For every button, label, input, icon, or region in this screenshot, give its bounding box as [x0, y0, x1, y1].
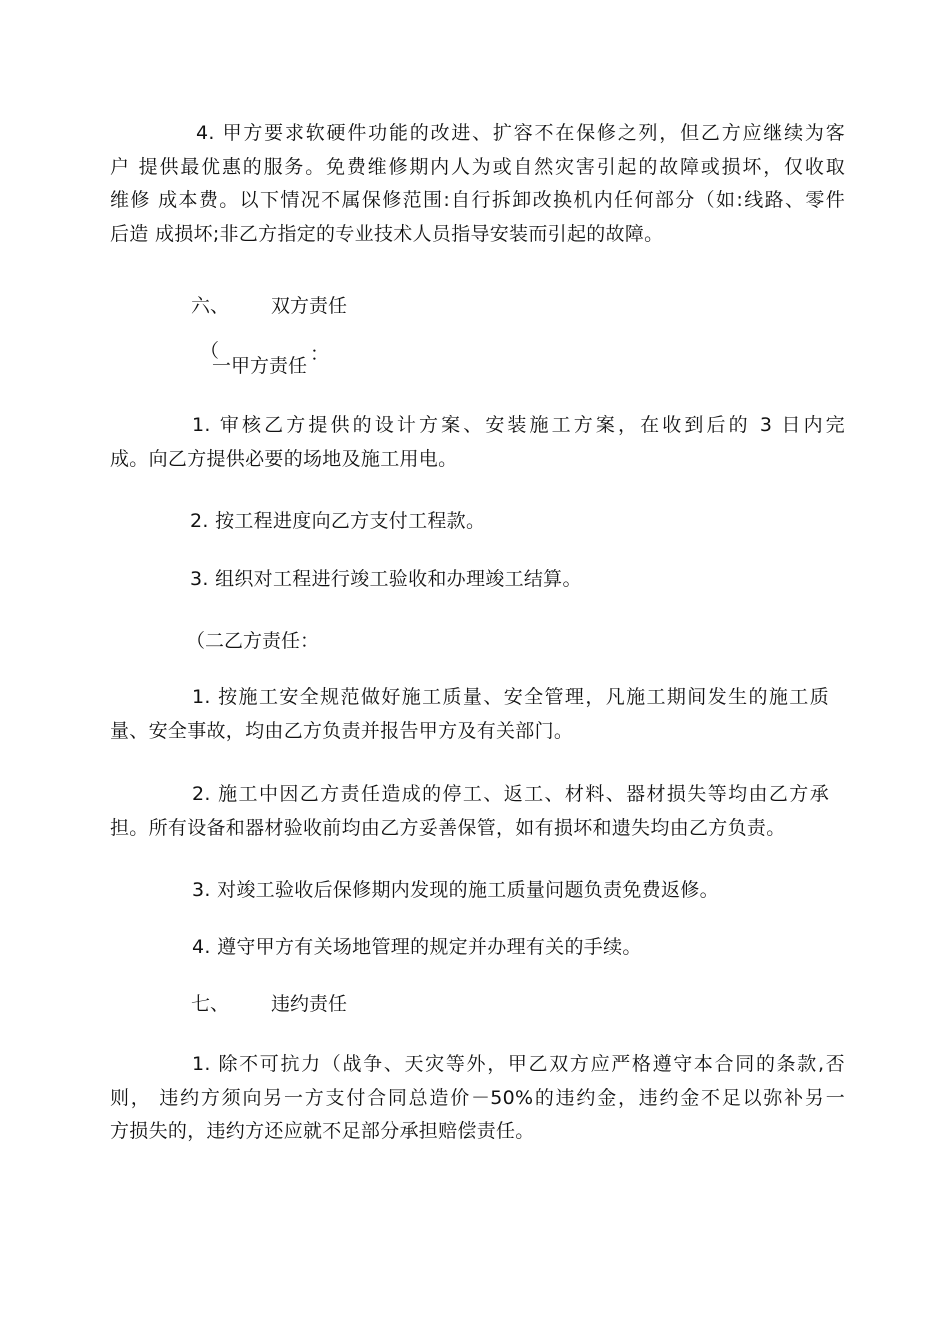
party-a-colon: ：: [310, 343, 330, 365]
party-b-title: （二乙方责任：: [186, 630, 320, 652]
party-a-item-2: [110, 505, 845, 539]
text-line: 1. 除不可抗力（战争、天灾等外，甲乙双方应严格遵守本合同的条款,否: [192, 1053, 845, 1075]
text-line: 1. 按施工安全规范做好施工质量、安全管理，凡施工期间发生的施工质: [192, 686, 829, 708]
party-a-open-paren: （: [200, 340, 220, 362]
text-line: 担。所有设备和器材验收前均由乙方妥善保管，如有损坏和遗失均由乙方负责。: [110, 816, 786, 839]
party-a-item-3: [110, 563, 845, 597]
text-line: 2. 按工程进度向乙方支付工程款。: [190, 510, 486, 532]
text-line: 量、安全事故，均由乙方负责并报告甲方及有关部门。: [110, 719, 574, 742]
text-line: 成。向乙方提供必要的场地及施工用电。: [110, 447, 458, 470]
party-a-item-1: [110, 409, 845, 476]
section-title: 违约责任: [271, 993, 348, 1015]
text-line: 2. 施工中因乙方责任造成的停工、返工、材料、器材损失等均由乙方承: [192, 783, 829, 805]
section-number: 六、: [191, 295, 230, 317]
section-title: 双方责任: [271, 295, 348, 317]
party-b-item-1: [110, 681, 845, 748]
text-line: 3. 组织对工程进行竣工验收和办理竣工结算。: [190, 568, 582, 590]
text-line: 则， 违约方须向另一方支付合同总造价－50%的违约金，违约金不足以弥补另一: [110, 1086, 845, 1109]
text-line: 4. 遵守甲方有关场地管理的规定并办理有关的手续。: [192, 936, 642, 958]
text-line: 1. 审核乙方提供的设计方案、安装施工方案，在收到后的 3 日内完: [192, 414, 845, 436]
section-heading-breach-liability: [191, 989, 347, 1019]
text-line: 3. 对竣工验收后保修期内发现的施工质量问题负责免费返修。: [192, 879, 719, 901]
party-b-item-2: [110, 778, 845, 845]
text-line: 后造 成损坏;非乙方指定的专业技术人员指导安装而引起的故障。: [110, 222, 664, 245]
text-line: 4. 甲方要求软硬件功能的改进、扩容不在保修之列，但乙方应继续为客: [196, 122, 845, 144]
party-b-item-4: [110, 931, 845, 965]
text-line: 维修 成本费。以下情况不属保修范围:自行拆卸改换机内任何部分（如:线路、零件: [110, 189, 845, 211]
section-heading-mutual-responsibilities: [191, 291, 347, 321]
text-line: 户 提供最优惠的服务。免费维修期内人为或自然灾害引起的故障或损坏，仅收取: [110, 155, 845, 178]
section-number: 七、: [191, 993, 230, 1015]
party-b-item-3: [110, 874, 845, 908]
paragraph-warranty-exclusions: [110, 117, 845, 251]
party-a-title: 一甲方责任: [212, 355, 308, 377]
breach-item-1: [110, 1048, 845, 1149]
text-line: 方损失的，违约方还应就不足部分承担赔偿责任。: [110, 1120, 535, 1142]
